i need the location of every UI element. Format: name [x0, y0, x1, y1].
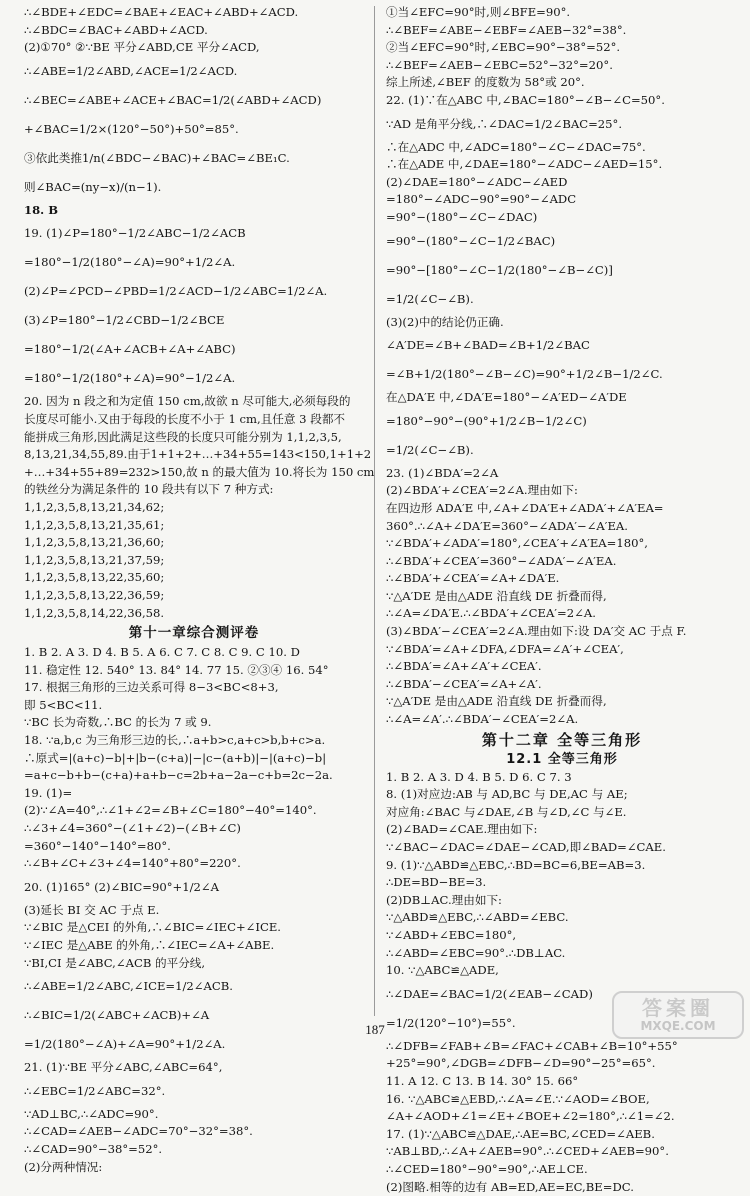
answer-line: ∴∠BDA′=∠A+∠A′+∠CEA′.: [386, 658, 738, 676]
answer-line: ∴在△ADC 中,∠ADC=180°−∠C−∠DAC=75°.: [386, 139, 738, 157]
answer-line: 在四边形 ADA′E 中,∠A+∠DA′E+∠ADA′+∠A′EA=: [386, 500, 738, 518]
answer-line: ∵∠IEC 是△ABE 的外角,∴∠IEC=∠A+∠ABE.: [24, 937, 364, 955]
answer-line: ∴原式=|(a+c)−b|+|b−(c+a)|−|c−(a+b)|−|(a+c)−b|: [24, 750, 364, 768]
answer-line: =1/2(120°−10°)=55°.: [386, 1009, 738, 1038]
answer-line: =180°−1/2(180°−∠A)=90°+1/2∠A.: [24, 248, 364, 277]
answer-line: (2)∠BDA′+∠CEA′=2∠A.理由如下:: [386, 482, 738, 500]
answer-line: (3)(2)中的结论仍正确.: [386, 314, 738, 332]
answer-line: (3)延长 BI 交 AC 于点 E.: [24, 902, 364, 920]
answer-line: (2)DB⊥AC.理由如下:: [386, 892, 738, 910]
answer-line: ∴∠DFB=∠FAB+∠B=∠FAC+∠CAB+∠B=10°+55°: [386, 1038, 738, 1056]
answer-line: =180°−∠ADC−90°=90°−∠ADC: [386, 191, 738, 209]
answer-line: (2)①70° ②∵BE 平分∠ABD,CE 平分∠ACD,: [24, 39, 364, 57]
answer-line: ∴∠BEF=∠AEB−∠EBC=52°−32°=20°.: [386, 57, 738, 75]
answer-line: ∴∠BIC=1/2(∠ABC+∠ACB)+∠A: [24, 1001, 364, 1030]
answer-line: ∴∠BDE+∠EDC=∠BAE+∠EAC+∠ABD+∠ACD.: [24, 4, 364, 22]
answer-line: ∵∠BDA′+∠ADA′=180°,∠CEA′+∠A′EA=180°,: [386, 535, 738, 553]
watermark-mark: 答案圈: [642, 997, 714, 1019]
answer-line: ∵∠BAC−∠DAC=∠DAE−∠CAD,即∠BAD=∠CAE.: [386, 839, 738, 857]
answer-line: 在△DA′E 中,∠DA′E=180°−∠A′ED−∠A′DE: [386, 389, 738, 407]
answer-line: ∵AD⊥BC,∴∠ADC=90°.: [24, 1106, 364, 1124]
answer-line: =a+c−b+b−(c+a)+a+b−c=2b+a−2a−c+b=2c−2a.: [24, 767, 364, 785]
answer-line: ∵∠BDA′=∠A+∠DFA,∠DFA=∠A′+∠CEA′,: [386, 641, 738, 659]
answer-line: ∠A+∠AOD+∠1=∠E+∠BOE+∠2=180°,∴∠1=∠2.: [386, 1108, 738, 1126]
answer-line: ∵BI,CI 是∠ABC,∠ACB 的平分线,: [24, 955, 364, 973]
answer-line: ②当∠EFC=90°时,∠EBC=90°−38°=52°.: [386, 39, 738, 57]
answer-line: =180°−1/2(180°+∠A)=90°−1/2∠A.: [24, 364, 364, 393]
answer-line: (2)分两种情况:: [24, 1159, 364, 1177]
answer-line: +∠BAC=1/2×(120°−50°)+50°=85°.: [24, 115, 364, 144]
answer-line: ∴在△ADE 中,∠DAE=180°−∠ADC−∠AED=15°.: [386, 156, 738, 174]
answer-line: ∴∠B+∠C+∠3+∠4=140°+80°=220°.: [24, 855, 364, 873]
answer-line: 1,1,2,3,5,8,13,21,35,61;: [24, 517, 364, 535]
answer-line: (2)图略.相等的边有 AB=ED,AE=EC,BE=DC.: [386, 1179, 738, 1196]
answer-line: ∵△ABD≌△EBC,∴∠ABD=∠EBC.: [386, 909, 738, 927]
answer-line: ③依此类推1/n(∠BDC−∠BAC)+∠BAC=∠BE₁C.: [24, 144, 364, 173]
left-answer-column: [24, 4, 364, 1024]
answer-line: 1. B 2. A 3. D 4. B 5. A 6. C 7. C 8. C 9. C 10. D: [24, 644, 364, 662]
page-number: 187: [0, 1022, 750, 1038]
answer-line: 能拼成三角形,因此满足这些段的长度只可能分别为 1,1,2,3,5,: [24, 429, 364, 447]
answer-line: 1,1,2,3,5,8,13,22,35,60;: [24, 569, 364, 587]
answer-line: 19. (1)=: [24, 785, 364, 803]
answer-line: ∴∠ABE=1/2∠ABC,∠ICE=1/2∠ACB.: [24, 972, 364, 1001]
answer-line: 即 5<BC<11.: [24, 697, 364, 715]
answer-line: (2)∵∠A=40°,∴∠1+∠2=∠B+∠C=180°−40°=140°.: [24, 802, 364, 820]
answer-line: ∴∠CAD=∠AEB−∠ADC=70°−32°=38°.: [24, 1123, 364, 1141]
answer-line: 17. 根据三角形的三边关系可得 8−3<BC<8+3,: [24, 679, 364, 697]
answer-line: ∴∠3+∠4=360°−(∠1+∠2)−(∠B+∠C): [24, 820, 364, 838]
answer-line: =1/2(∠C−∠B).: [386, 436, 738, 465]
answer-line: +…+34+55+89=232>150,故 n 的最大值为 10.将长为 150 cm: [24, 464, 364, 482]
answer-line: 16. ∵△ABC≌△EBD,∴∠A=∠E.∵∠AOD=∠BOE,: [386, 1091, 738, 1109]
answer-line: (2)∠DAE=180°−∠ADC−∠AED: [386, 174, 738, 192]
answer-line: ∴∠BDA′−∠CEA′=∠A+∠A′.: [386, 676, 738, 694]
answer-line: ∴∠BEC=∠ABE+∠ACE+∠BAC=1/2(∠ABD+∠ACD): [24, 86, 364, 115]
answer-line: 18. B: [24, 202, 364, 220]
answer-line: =360°−140°−140°=80°.: [24, 838, 364, 856]
answer-line: 11. A 12. C 13. B 14. 30° 15. 66°: [386, 1073, 738, 1091]
answer-line: 长度尽可能小.又由于每段的长度不小于 1 cm,且任意 3 段都不: [24, 411, 364, 429]
section-heading: 第十一章综合测评卷: [24, 622, 364, 644]
answer-line: ∴∠EBC=1/2∠ABC=32°.: [24, 1077, 364, 1106]
answer-line: 22. (1)∵在△ABC 中,∠BAC=180°−∠B−∠C=50°.: [386, 92, 738, 110]
answer-line: ∵△A′DE 是由△ADE 沿直线 DE 折叠而得,: [386, 588, 738, 606]
answer-line: ∴∠ABE=1/2∠ABD,∠ACE=1/2∠ACD.: [24, 57, 364, 86]
answer-line: =90°−[180°−∠C−1/2(180°−∠B−∠C)]: [386, 256, 738, 285]
answer-line: 21. (1)∵BE 平分∠ABC,∠ABC=64°,: [24, 1059, 364, 1077]
answer-line: 1. B 2. A 3. D 4. B 5. D 6. C 7. 3: [386, 769, 738, 787]
answer-line: ∴∠ABD=∠EBC=90°.∴DB⊥AC.: [386, 945, 738, 963]
answer-line: 则∠BAC=(ny−x)/(n−1).: [24, 173, 364, 202]
answer-line: 17. (1)∵△ABC≌△DAE,∴AE=BC,∠CED=∠AEB.: [386, 1126, 738, 1144]
answer-line: ∠A′DE=∠B+∠BAD=∠B+1/2∠BAC: [386, 331, 738, 360]
answer-line: (3)∠P=180°−1/2∠CBD−1/2∠BCE: [24, 306, 364, 335]
answer-line: 9. (1)∵△ABD≌△EBC,∴BD=BC=6,BE=AB=3.: [386, 857, 738, 875]
answer-line: 18. ∵a,b,c 为三角形三边的长,∴a+b>c,a+c>b,b+c>a.: [24, 732, 364, 750]
answer-line: 1,1,2,3,5,8,13,22,36,59;: [24, 587, 364, 605]
answer-line: =180°−1/2(∠A+∠ACB+∠A+∠ABC): [24, 335, 364, 364]
answer-line: 360°.∴∠A+∠DA′E=360°−∠ADA′−∠A′EA.: [386, 518, 738, 536]
answer-line: ∵△A′DE 是由△ADE 沿直线 DE 折叠而得,: [386, 693, 738, 711]
answer-line: ∴∠BDC=∠BAC+∠ABD+∠ACD.: [24, 22, 364, 40]
answer-line: ∴∠DAE=∠BAC=1/2(∠EAB−∠CAD): [386, 980, 738, 1009]
answer-line: =∠B+1/2(180°−∠B−∠C)=90°+1/2∠B−1/2∠C.: [386, 360, 738, 389]
answer-line: ①当∠EFC=90°时,则∠BFE=90°.: [386, 4, 738, 22]
answer-line: ∴∠CED=180°−90°=90°,∴AE⊥CE.: [386, 1161, 738, 1179]
answer-line: (2)∠P=∠PCD−∠PBD=1/2∠ACD−1/2∠ABC=1/2∠A.: [24, 277, 364, 306]
answer-line: 对应角:∠BAC 与∠DAE,∠B 与∠D,∠C 与∠E.: [386, 804, 738, 822]
answer-line: 23. (1)∠BDA′=2∠A: [386, 465, 738, 483]
answer-line: ∵BC 长为奇数,∴BC 的长为 7 或 9.: [24, 714, 364, 732]
answer-line: ∵∠ABD+∠EBC=180°,: [386, 927, 738, 945]
section-heading: 第十二章 全等三角形: [386, 729, 738, 751]
answer-line: 1,1,2,3,5,8,14,22,36,58.: [24, 605, 364, 623]
answer-line: =180°−90°−(90°+1/2∠B−1/2∠C): [386, 407, 738, 436]
section-heading: 12.1 全等三角形: [386, 751, 738, 769]
answer-line: +25°=90°,∠DGB=∠DFB−∠D=90°−25°=65°.: [386, 1055, 738, 1073]
answer-line: 19. (1)∠P=180°−1/2∠ABC−1/2∠ACB: [24, 219, 364, 248]
answer-line: 1,1,2,3,5,8,13,21,34,62;: [24, 499, 364, 517]
answer-line: =1/2(180°−∠A)+∠A=90°+1/2∠A.: [24, 1030, 364, 1059]
answer-line: 8,13,21,34,55,89.由于1+1+2+…+34+55=143<150,1+1+2: [24, 446, 364, 464]
answer-line: 20. 因为 n 段之和为定值 150 cm,故欲 n 尽可能大,必须每段的: [24, 393, 364, 411]
answer-line: 8. (1)对应边:AB 与 AD,BC 与 DE,AC 与 AE;: [386, 786, 738, 804]
answer-line: 1,1,2,3,5,8,13,21,36,60;: [24, 534, 364, 552]
answer-line: ∴∠A=∠DA′E.∴∠BDA′+∠CEA′=2∠A.: [386, 605, 738, 623]
answer-line: 11. 稳定性 12. 540° 13. 84° 14. 77 15. ②③④ 16. 54°: [24, 662, 364, 680]
answer-line: ∴DE=BD−BE=3.: [386, 874, 738, 892]
answer-line: ∴∠BDA′+∠CEA′=∠A+∠DA′E.: [386, 570, 738, 588]
watermark-url: MXQE.COM: [640, 1019, 715, 1033]
answer-line: =90°−(180°−∠C−∠DAC): [386, 209, 738, 227]
watermark-logo: [612, 991, 744, 1039]
answer-line: 综上所述,∠BEF 的度数为 58°或 20°.: [386, 74, 738, 92]
answer-line: ∵AD 是角平分线,∴∠DAC=1/2∠BAC=25°.: [386, 110, 738, 139]
column-divider: [374, 6, 375, 1016]
answer-line: 1,1,2,3,5,8,13,21,37,59;: [24, 552, 364, 570]
answer-line: ∴∠CAD=90°−38°=52°.: [24, 1141, 364, 1159]
answer-line: ∵∠BIC 是△CEI 的外角,∴∠BIC=∠IEC+∠ICE.: [24, 919, 364, 937]
answer-line: 的铁丝分为满足条件的 10 段共有以下 7 种方式:: [24, 481, 364, 499]
answer-line: ∴∠BEF=∠ABE−∠EBF=∠AEB−32°=38°.: [386, 22, 738, 40]
answer-line: 10. ∵△ABC≌△ADE,: [386, 962, 738, 980]
answer-line: (3)∠BDA′−∠CEA′=2∠A.理由如下:设 DA′交 AC 于点 F.: [386, 623, 738, 641]
answer-line: =1/2(∠C−∠B).: [386, 285, 738, 314]
answer-line: 20. (1)165° (2)∠BIC=90°+1/2∠A: [24, 873, 364, 902]
right-answer-column: [386, 4, 738, 1024]
answer-line: (2)∠BAD=∠CAE.理由如下:: [386, 821, 738, 839]
answer-line: ∴∠BDA′+∠CEA′=360°−∠ADA′−∠A′EA.: [386, 553, 738, 571]
answer-line: =90°−(180°−∠C−1/2∠BAC): [386, 227, 738, 256]
answer-line: ∵AB⊥BD,∴∠A+∠AEB=90°.∴∠CED+∠AEB=90°.: [386, 1143, 738, 1161]
answer-line: ∴∠A=∠A′.∴∠BDA′−∠CEA′=2∠A.: [386, 711, 738, 729]
